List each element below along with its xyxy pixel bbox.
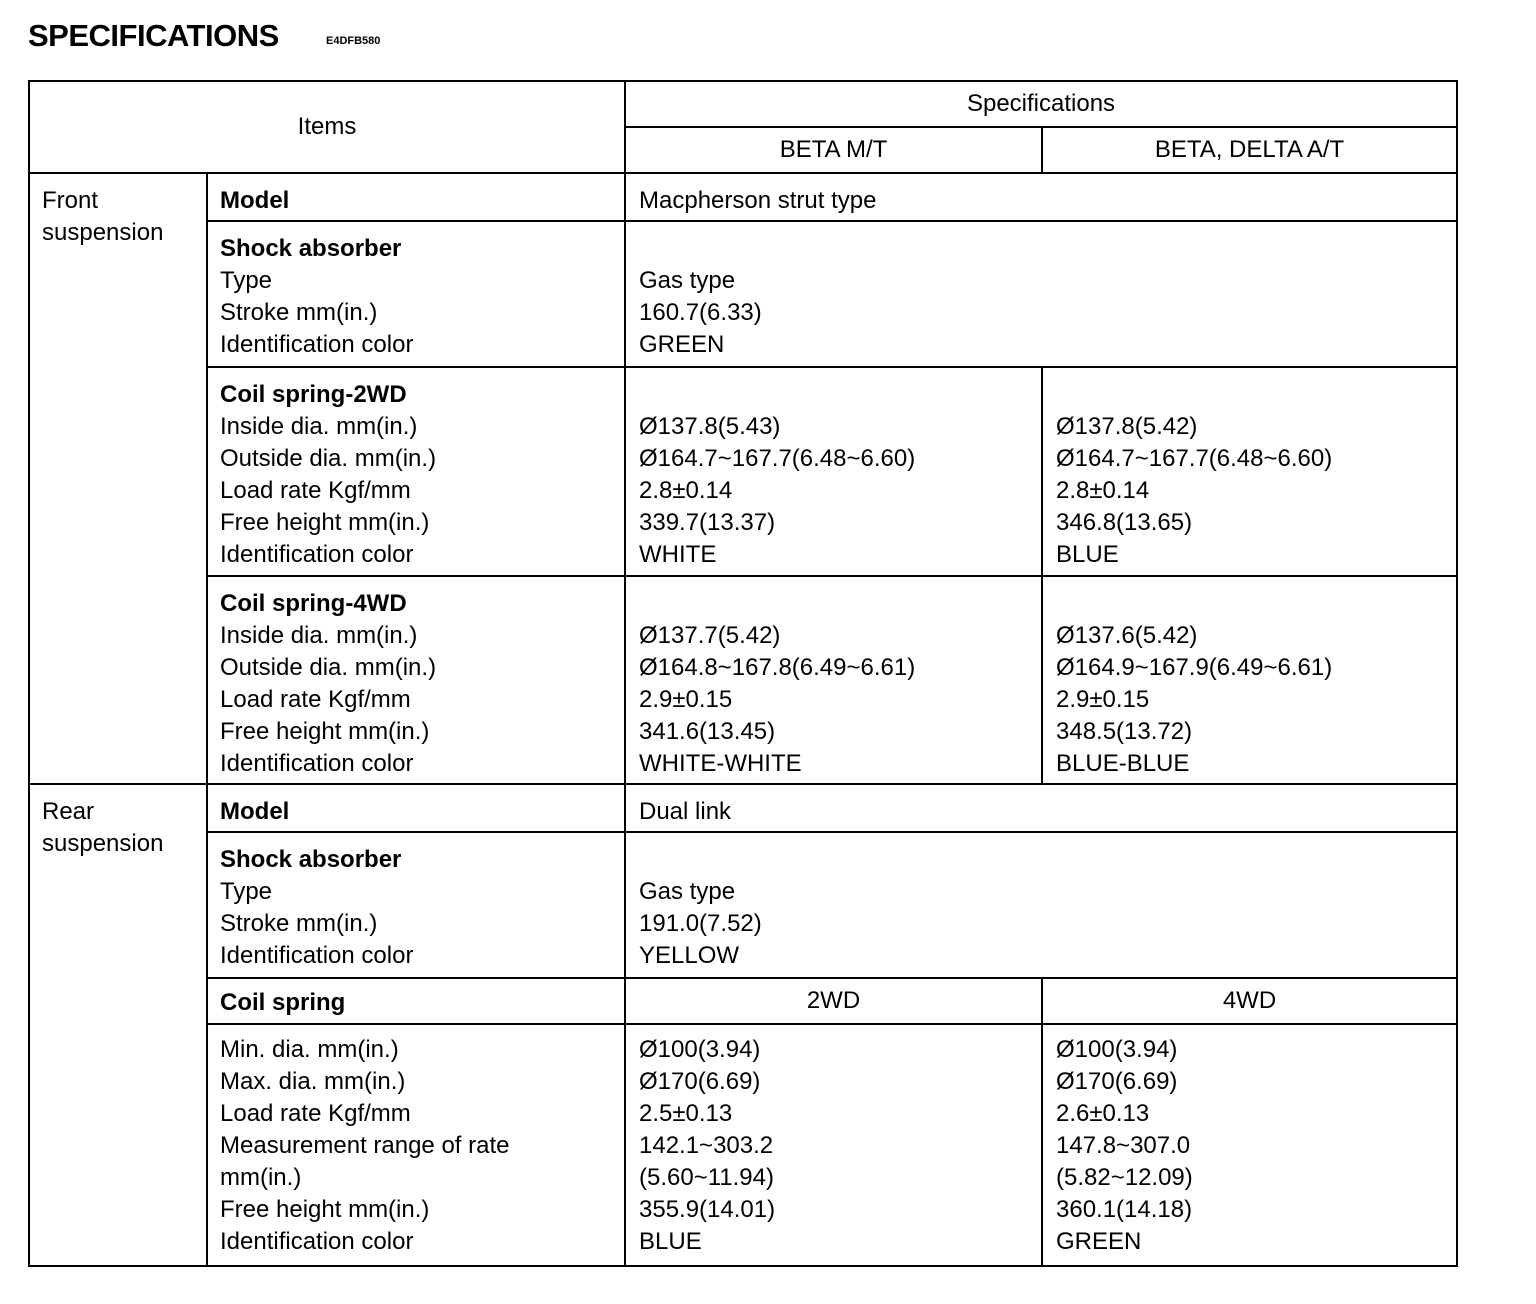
- item-line: Identification color: [220, 1228, 414, 1255]
- front-model-label: Model: [207, 173, 625, 221]
- front-suspension-label: [29, 173, 207, 784]
- item-line: Min. dia. mm(in.): [220, 1036, 399, 1063]
- front-shock-values: [625, 221, 1457, 367]
- item-line: Load rate Kgf/mm: [220, 477, 411, 504]
- value-line: 355.9(14.01): [639, 1196, 776, 1223]
- value-line: Ø164.9~167.9(6.49~6.61): [1056, 654, 1333, 681]
- value-line: 191.0(7.52): [639, 910, 762, 937]
- header-beta-delta-at: BETA, DELTA A/T: [1042, 127, 1457, 173]
- value-line: Ø164.7~167.7(6.48~6.60): [639, 445, 916, 472]
- item-line: Identification color: [220, 750, 414, 777]
- value-line: Ø100(3.94): [639, 1036, 761, 1063]
- value-line: Ø137.6(5.42): [1056, 622, 1198, 649]
- specifications-table: [28, 80, 1458, 1267]
- rear-model-label: Model: [207, 784, 625, 832]
- item-line: Measurement range of rate: [220, 1132, 510, 1159]
- header-beta-mt: BETA M/T: [625, 127, 1042, 173]
- item-line: Free height mm(in.): [220, 1196, 430, 1223]
- rear-suspension-label: [29, 784, 207, 1266]
- rear-model-value: Dual link: [625, 784, 1457, 832]
- front-shock-items: [207, 221, 625, 367]
- item-line: Stroke mm(in.): [220, 910, 378, 937]
- value-line: 360.1(14.18): [1056, 1196, 1193, 1223]
- rear-coil-header-4wd: 4WD: [1042, 978, 1457, 1024]
- value-line: 2.8±0.14: [639, 477, 733, 504]
- value-line: WHITE-WHITE: [639, 750, 802, 777]
- item-line: Identification color: [220, 942, 414, 969]
- item-line: Inside dia. mm(in.): [220, 413, 418, 440]
- item-line: Free height mm(in.): [220, 718, 430, 745]
- item-line: Type: [220, 878, 273, 905]
- value-line: 339.7(13.37): [639, 509, 776, 536]
- value-line: Ø164.7~167.7(6.48~6.60): [1056, 445, 1333, 472]
- section-title: Shock absorber: [220, 235, 402, 262]
- group-label-line: suspension: [42, 830, 164, 857]
- value-line: BLUE-BLUE: [1056, 750, 1190, 777]
- header-specifications: Specifications: [625, 81, 1457, 127]
- value-line: 160.7(6.33): [639, 299, 762, 326]
- front-coil-4wd-beta-mt: [625, 576, 1042, 784]
- value-line: 2.6±0.13: [1056, 1100, 1150, 1127]
- value-line: 341.6(13.45): [639, 718, 776, 745]
- front-coil-2wd-beta-delta-at: [1042, 367, 1457, 576]
- item-line: Identification color: [220, 541, 414, 568]
- item-line: Outside dia. mm(in.): [220, 445, 437, 472]
- item-line: Identification color: [220, 331, 414, 358]
- value-line: YELLOW: [639, 942, 740, 969]
- item-line: Max. dia. mm(in.): [220, 1068, 406, 1095]
- value-line: 2.9±0.15: [1056, 686, 1150, 713]
- item-line: Outside dia. mm(in.): [220, 654, 437, 681]
- item-line: mm(in.): [220, 1164, 302, 1191]
- value-line: 147.8~307.0: [1056, 1132, 1191, 1159]
- value-line: Ø137.8(5.42): [1056, 413, 1198, 440]
- front-coil-2wd-items: [207, 367, 625, 576]
- item-line: Free height mm(in.): [220, 509, 430, 536]
- item-line: Stroke mm(in.): [220, 299, 378, 326]
- rear-coil-2wd-values: [625, 1024, 1042, 1266]
- value-line: GREEN: [639, 331, 725, 358]
- value-line: Ø170(6.69): [639, 1068, 761, 1095]
- value-line: Ø164.8~167.8(6.49~6.61): [639, 654, 916, 681]
- value-line: 142.1~303.2: [639, 1132, 774, 1159]
- rear-coil-header-2wd: 2WD: [625, 978, 1042, 1024]
- item-line: Type: [220, 267, 273, 294]
- section-title: Shock absorber: [220, 846, 402, 873]
- value-line: BLUE: [639, 1228, 702, 1255]
- item-line: Load rate Kgf/mm: [220, 686, 411, 713]
- document-code: E4DFB580: [326, 35, 381, 47]
- value-line: 346.8(13.65): [1056, 509, 1193, 536]
- front-coil-2wd-beta-mt: [625, 367, 1042, 576]
- value-line: 2.5±0.13: [639, 1100, 733, 1127]
- value-line: 348.5(13.72): [1056, 718, 1193, 745]
- group-label-line: suspension: [42, 219, 164, 246]
- front-coil-4wd-beta-delta-at: [1042, 576, 1457, 784]
- value-line: Gas type: [639, 878, 736, 905]
- rear-shock-items: [207, 832, 625, 978]
- value-line: GREEN: [1056, 1228, 1142, 1255]
- value-line: Ø137.8(5.43): [639, 413, 781, 440]
- section-title: Coil spring-2WD: [220, 381, 407, 408]
- front-model-value: Macpherson strut type: [625, 173, 1457, 221]
- header-items: Items: [29, 81, 625, 173]
- section-title: Coil spring-4WD: [220, 590, 407, 617]
- front-coil-4wd-items: [207, 576, 625, 784]
- item-line: Inside dia. mm(in.): [220, 622, 418, 649]
- value-line: Ø137.7(5.42): [639, 622, 781, 649]
- value-line: (5.60~11.94): [639, 1164, 774, 1191]
- value-line: WHITE: [639, 541, 717, 568]
- page-title: SPECIFICATIONS: [28, 18, 279, 53]
- value-line: Ø100(3.94): [1056, 1036, 1178, 1063]
- rear-coil-4wd-values: [1042, 1024, 1457, 1266]
- rear-coil-items: [207, 1024, 625, 1266]
- value-line: Gas type: [639, 267, 736, 294]
- value-line: BLUE: [1056, 541, 1119, 568]
- value-line: Ø170(6.69): [1056, 1068, 1178, 1095]
- rear-shock-values: [625, 832, 1457, 978]
- item-line: Load rate Kgf/mm: [220, 1100, 411, 1127]
- value-line: (5.82~12.09): [1056, 1164, 1193, 1191]
- value-line: 2.8±0.14: [1056, 477, 1150, 504]
- rear-coil-title: Coil spring: [207, 978, 625, 1024]
- value-line: 2.9±0.15: [639, 686, 733, 713]
- group-label-line: Rear: [42, 798, 95, 825]
- group-label-line: Front: [42, 187, 99, 214]
